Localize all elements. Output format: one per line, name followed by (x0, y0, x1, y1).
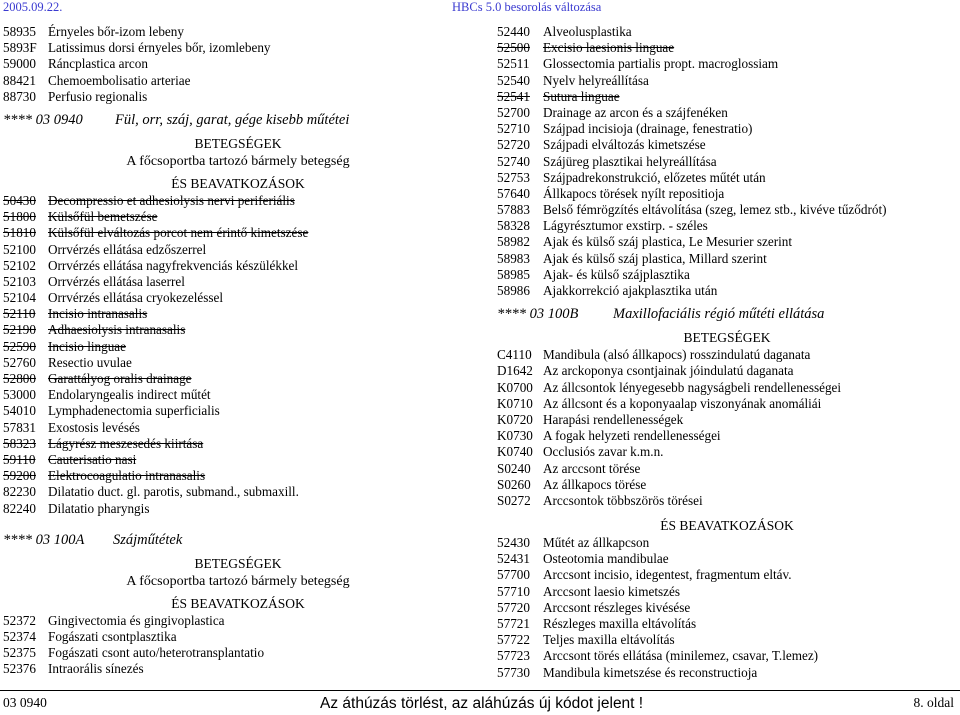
item-code: 52720 (497, 137, 530, 153)
list-item (3, 322, 473, 338)
item-description: Teljes maxilla eltávolítás (543, 632, 675, 648)
item-description: Latissimus dorsi érnyeles bőr, izomlebeny (48, 40, 271, 56)
list-item (497, 428, 957, 444)
item-code: 59110 (3, 451, 36, 467)
list-item (497, 444, 957, 460)
list-item (3, 645, 473, 661)
item-description: Cauterisatio nasi (48, 451, 137, 467)
item-description: Ajak és külső száj plastica, Le Mesurier szerint (543, 234, 793, 250)
diagnoses-heading: BETEGSÉGEK (683, 330, 771, 346)
item-code: K0730 (497, 428, 533, 444)
item-code: 58985 (497, 266, 530, 282)
list-item (497, 363, 957, 379)
item-description: Occlusiós zavar k.m.n. (543, 444, 664, 460)
section-code: **** 03 0940 (3, 111, 83, 128)
procedures-heading: ÉS BEAVATKOZÁSOK (171, 175, 305, 191)
section-title: Maxillofaciális régió műtéti ellátása (613, 306, 825, 323)
list-item (497, 105, 957, 121)
item-description: Fogászati csontplasztika (48, 628, 177, 644)
item-code: 59200 (3, 468, 36, 484)
list-item (497, 477, 957, 493)
item-description: Gingivectomia és gingivoplastica (48, 612, 225, 628)
item-description: Garattályog oralis drainage (48, 371, 192, 386)
item-code: 57640 (497, 185, 530, 201)
item-code: 52104 (3, 290, 36, 306)
item-description: Ajak- és külső szájplasztika (543, 266, 690, 282)
item-code: S0272 (497, 492, 531, 508)
page-header (0, 0, 960, 16)
procedures-heading: ÉS BEAVATKOZÁSOK (660, 518, 794, 534)
list-item (3, 242, 473, 258)
list-item (497, 154, 957, 170)
item-description: Incisio linguae (48, 338, 127, 354)
item-description: Glossectomia partialis propt. macroglossiam (543, 56, 779, 72)
item-description: Orrvérzés ellátása nagyfrekvenciás készülékkel (48, 257, 299, 273)
item-code: K0700 (497, 379, 533, 395)
list-item (3, 258, 473, 274)
item-code: 52102 (3, 257, 36, 273)
list-item (497, 632, 957, 648)
list-item (497, 396, 957, 412)
item-description: Decompressio et adhesiolysis nervi periferiális (48, 192, 295, 208)
list-item (497, 380, 957, 396)
item-code: 52590 (3, 338, 36, 354)
item-code: 57710 (497, 583, 530, 599)
list-item (3, 339, 473, 355)
item-description: Arccsont incisio, idegentest, fragmentum eltáv. (543, 567, 792, 583)
item-description: Osteotomia mandibulae (543, 551, 669, 567)
item-code: 50430 (3, 192, 36, 208)
item-description: Lágyrész meszesedés kiirtása (48, 435, 204, 451)
item-description: Orrvérzés ellátása laserrel (48, 273, 185, 289)
item-code: 58935 (3, 24, 36, 39)
procedure-list (497, 535, 957, 681)
item-code: 58328 (497, 218, 530, 234)
item-description: Elektrocoagulatio intranasalis (48, 468, 206, 484)
item-code: K0740 (497, 444, 533, 460)
list-item (497, 56, 957, 72)
item-description: Drainage az arcon és a szájfenéken (543, 104, 728, 120)
item-code: 52190 (3, 322, 36, 338)
item-code: 52700 (497, 104, 530, 120)
item-code: 57722 (497, 632, 530, 648)
item-description: Dilatatio pharyngis (48, 500, 150, 516)
item-description: Mandibula (alsó állkapocs) rosszindulatú daganata (543, 347, 811, 363)
list-item (3, 661, 473, 677)
section-code: **** 03 100A (3, 531, 85, 548)
item-code: 5893F (3, 40, 37, 56)
item-description: Az állcsont és a koponyaalap viszonyának anomáliái (543, 395, 822, 411)
item-description: Resectio uvulae (48, 354, 132, 370)
list-item (497, 218, 957, 234)
list-item (497, 89, 957, 105)
list-item (3, 387, 473, 403)
footer-section-code: 03 0940 (3, 695, 47, 710)
list-item (3, 613, 473, 629)
item-description: Arccsont törés ellátása (minilemez, csavar, T.lemez) (543, 648, 819, 664)
list-item (497, 567, 957, 583)
item-description: Intraorális sínezés (48, 661, 144, 677)
header-date: 2005.09.22. (3, 0, 63, 14)
header-version: HBCs 5.0 besorolás változása (452, 0, 602, 14)
item-description: Szájpadi elváltozás kimetszése (543, 137, 706, 153)
item-description: Ajak és külső száj plastica, Millard szerint (543, 250, 767, 266)
footer-page-number: 8. oldal (913, 695, 954, 710)
item-description: Részleges maxilla eltávolítás (543, 616, 697, 631)
item-code: 52540 (497, 72, 530, 88)
item-code: S0240 (497, 460, 531, 476)
list-item (497, 73, 957, 89)
item-code: K0710 (497, 395, 533, 411)
item-code: 82230 (3, 484, 36, 500)
diagnoses-text: A főcsoportba tartozó bármely betegség (126, 573, 350, 589)
item-description: Arccsont laesio kimetszés (543, 583, 680, 599)
item-description: Lymphadenectomia superficialis (48, 403, 220, 419)
list-item (497, 412, 957, 428)
item-description: Alveolusplastika (543, 24, 632, 39)
list-item (497, 24, 957, 40)
item-description: Dilatatio duct. gl. parotis, submand., submaxill. (48, 484, 299, 500)
list-item (497, 648, 957, 664)
item-description: Az állcsontok lényegesebb nagyságbeli rendellenességei (543, 379, 842, 395)
item-code: 52541 (497, 88, 530, 104)
list-item (497, 347, 957, 363)
item-code: 52511 (497, 56, 530, 72)
item-code: 52740 (497, 153, 530, 169)
item-code: 57700 (497, 567, 530, 583)
item-code: 51800 (3, 209, 36, 225)
list-item (3, 209, 473, 225)
list-item (497, 461, 957, 477)
item-code: 57721 (497, 616, 530, 631)
item-code: 51810 (3, 225, 36, 241)
list-item (3, 290, 473, 306)
diagnoses-text: A főcsoportba tartozó bármely betegség (126, 153, 350, 169)
list-item (3, 24, 473, 40)
item-description: Állkapocs törések nyílt repositioja (543, 185, 725, 201)
left-top-list (3, 24, 473, 105)
item-code: 52440 (497, 24, 530, 39)
list-item (3, 40, 473, 56)
item-code: 52760 (3, 354, 36, 370)
list-item (3, 420, 473, 436)
item-description: Exostosis levésés (48, 419, 140, 435)
list-item (497, 121, 957, 137)
item-description: Ráncplastica arcon (48, 56, 148, 72)
list-item (3, 56, 473, 72)
item-description: Lágyrésztumor exstirp. - széles (543, 218, 708, 234)
item-code: K0720 (497, 411, 533, 427)
list-item (497, 493, 957, 509)
page-footer (0, 690, 960, 715)
item-code: 58982 (497, 234, 530, 250)
item-code: 88730 (3, 88, 36, 104)
item-code: D1642 (497, 363, 533, 379)
list-item (3, 484, 473, 500)
item-description: Harapási rendellenességek (543, 411, 684, 427)
item-description: Excisio laesionis linguae (543, 40, 675, 56)
item-description: Érnyeles bőr-izom lebeny (48, 24, 184, 39)
item-code: 52110 (3, 306, 36, 322)
item-code: 57720 (497, 599, 530, 615)
item-description: Fogászati csont auto/heterotransplantatio (48, 645, 265, 661)
diagnoses-heading: BETEGSÉGEK (194, 135, 282, 151)
footer-notice: Az áthúzás törlést, az aláhúzás új kódot jelent ! (320, 695, 644, 712)
item-description: Endolaryngealis indirect műtét (48, 387, 211, 403)
list-item (497, 40, 957, 56)
item-description: Orrvérzés ellátása cryokezeléssel (48, 290, 223, 306)
list-item (497, 665, 957, 681)
list-item (3, 193, 473, 209)
section-03-100a-heading (3, 530, 473, 551)
list-item (3, 468, 473, 484)
item-description: Szájpadrekonstrukció, előzetes műtét után (543, 169, 766, 185)
item-code: 52103 (3, 273, 36, 289)
list-item (497, 584, 957, 600)
item-code: 52710 (497, 121, 530, 137)
list-item (497, 600, 957, 616)
list-item (3, 403, 473, 419)
list-item (3, 436, 473, 452)
item-description: Az arccsont törése (543, 460, 641, 476)
list-item (497, 283, 957, 299)
item-code: 59000 (3, 56, 36, 72)
item-code: 58986 (497, 283, 530, 298)
list-item (3, 73, 473, 89)
section-03-100b-heading (497, 304, 957, 325)
list-item (497, 170, 957, 186)
item-code: 52374 (3, 628, 36, 644)
item-description: A fogak helyzeti rendellenességei (543, 428, 721, 444)
item-description: Adhaesiolysis intranasalis (48, 322, 186, 338)
list-item (3, 89, 473, 105)
left-column (3, 24, 473, 677)
section-title: Szájműtétek (113, 531, 183, 548)
list-item (3, 629, 473, 645)
item-code: 54010 (3, 403, 36, 419)
item-description: Arccsont részleges kivésése (543, 599, 691, 615)
list-item (497, 551, 957, 567)
item-code: 52431 (497, 551, 530, 567)
item-description: Perfusio regionalis (48, 88, 148, 104)
right-top-list (497, 24, 957, 299)
list-item (497, 251, 957, 267)
item-code: 52372 (3, 612, 36, 628)
section-title: Fül, orr, száj, garat, gége kisebb műtétei (115, 111, 350, 128)
list-item (497, 267, 957, 283)
list-item (3, 371, 473, 387)
item-code: 57723 (497, 648, 530, 664)
procedure-list (3, 613, 473, 678)
procedure-list (3, 193, 473, 517)
item-code: 52100 (3, 241, 36, 257)
item-description: Incisio intranasalis (48, 306, 148, 322)
diagnoses-heading: BETEGSÉGEK (194, 555, 282, 571)
list-item (3, 274, 473, 290)
list-item (497, 186, 957, 202)
item-description: Arccsontok többszörös törései (543, 492, 703, 508)
list-item (497, 137, 957, 153)
list-item (497, 202, 957, 218)
item-description: Műtét az állkapcson (543, 535, 650, 551)
item-description: Nyelv helyreállítása (543, 72, 649, 88)
item-description: Chemoembolisatio arteriae (48, 72, 191, 88)
list-item (3, 225, 473, 241)
item-description: Ajakkorrekció ajakplasztika után (543, 283, 718, 298)
item-description: Szájpad incisioja (drainage, fenestratio) (543, 121, 753, 137)
item-description: Orrvérzés ellátása edzőszerrel (48, 241, 207, 257)
item-description: Sutura linguae (543, 88, 620, 104)
item-description: Mandibula kimetszése és reconstructioja (543, 664, 758, 680)
item-description: Belső fémrögzítés eltávolítása (szeg, lemez stb., kivéve tűződrót) (543, 202, 887, 218)
list-item (497, 234, 957, 250)
procedures-heading: ÉS BEAVATKOZÁSOK (171, 595, 305, 611)
item-code: 58983 (497, 250, 530, 266)
section-code: **** 03 100B (497, 306, 579, 323)
item-code: 82240 (3, 500, 36, 516)
item-code: 88421 (3, 72, 36, 88)
item-code: 57730 (497, 664, 530, 680)
item-code: C4110 (497, 347, 532, 363)
item-code: S0260 (497, 476, 531, 492)
diagnosis-list (497, 347, 957, 509)
item-code: 58323 (3, 435, 36, 451)
list-item (3, 306, 473, 322)
item-code: 52753 (497, 169, 530, 185)
list-item (3, 452, 473, 468)
list-item (3, 355, 473, 371)
item-description: Szájüreg plasztikai helyreállítása (543, 153, 717, 169)
item-description: Külsőfül elváltozás porcot nem érintő kimetszése (48, 225, 309, 241)
item-code: 52375 (3, 645, 36, 661)
item-code: 57831 (3, 419, 36, 435)
item-description: Külsőfül bemetszése (48, 209, 158, 225)
section-03-0940-heading (3, 110, 473, 131)
item-description: Az állkapocs törése (543, 476, 647, 492)
item-code: 53000 (3, 387, 36, 403)
item-description: Az arckoponya csontjainak jóindulatú daganata (543, 363, 794, 379)
list-item (3, 501, 473, 517)
item-code: 52376 (3, 661, 36, 677)
list-item (497, 616, 957, 632)
right-column (497, 24, 957, 681)
item-code: 52800 (3, 371, 36, 386)
item-code: 57883 (497, 202, 530, 218)
item-code: 52430 (497, 535, 530, 551)
item-code: 52500 (497, 40, 530, 56)
list-item (497, 535, 957, 551)
